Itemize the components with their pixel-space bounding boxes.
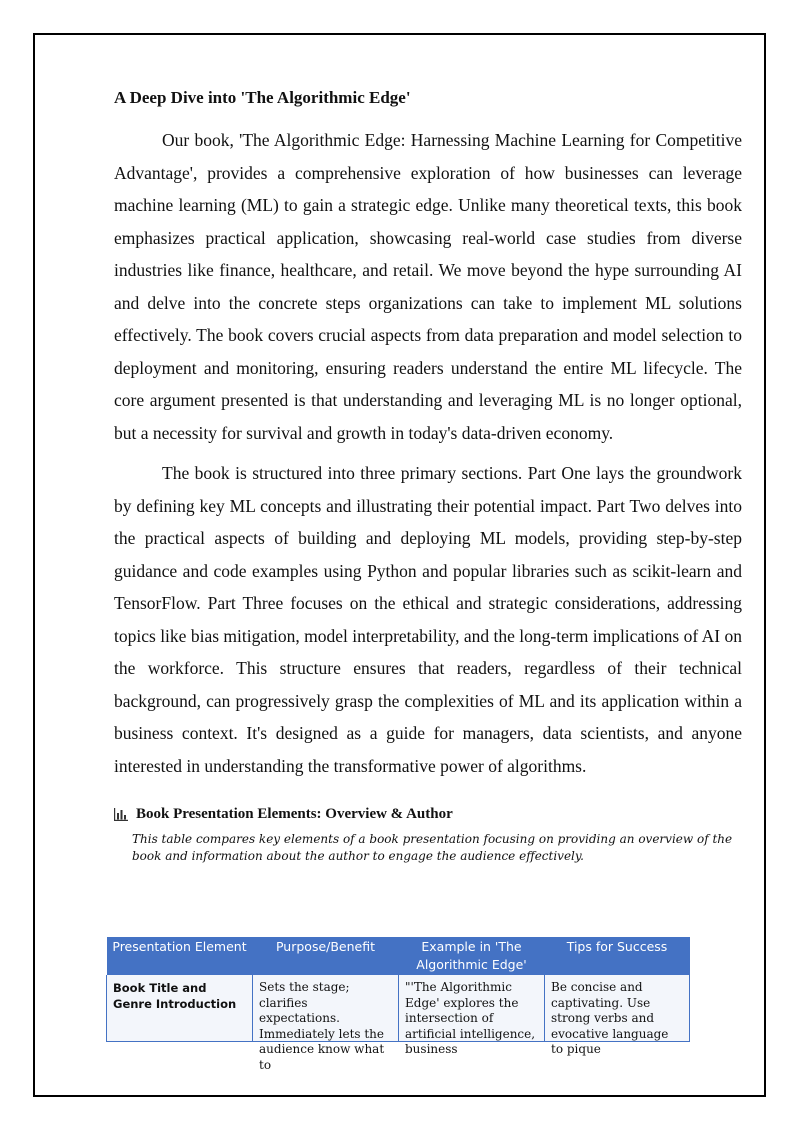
row-purpose-cell [253,975,399,1072]
document-body [114,84,742,865]
cell-text: Be concise and captivating. Use strong verbs and evocative language to pique [551,980,669,1056]
row-element-cell [107,975,253,1042]
column-header: Example in 'The Algorithmic Edge' [399,937,545,975]
document-title: A Deep Dive into 'The Algorithmic Edge' [114,88,411,107]
paragraph-overview: Our book, 'The Algorithmic Edge: Harnessing Machine Learning for Competitive Advantage', provides a comprehensive exploration of how businesses can leverage machine learning (ML) to gain a strategic edge. Unlike many theoretical texts, this book emphasizes practical application, showcasing real-world case studies from diverse industries like finance, healthcare, and retail. We move beyond the hype surrounding AI and delve into the concrete steps organizations can take to implement ML solutions effectively. The book covers crucial aspects from data preparation and model selection to deployment and monitoring, ensuring readers understand the entire ML lifecycle. The core argument presented is that understanding and leveraging ML is no longer optional, but a necessity for survival and growth in today's data-driven economy. [114,130,742,443]
table-header-row [107,937,690,975]
cell-text: Book Title and Genre Introduction [113,981,237,1011]
row-example-cell [399,975,545,1056]
presentation-elements-table [106,937,690,1072]
table-section-title: Book Presentation Elements: Overview & Author [136,806,453,822]
row-tips-cell [545,975,690,1056]
cell-text: Sets the stage; clarifies expectations. Immediately lets the audience know what to [259,980,385,1072]
column-header: Tips for Success [545,937,690,975]
column-header: Purpose/Benefit [253,937,399,975]
cell-text: "'The Algorithmic Edge' explores the intersection of artificial intelligence, business [405,980,536,1056]
column-header: Presentation Element [107,937,253,975]
paragraph-structure: The book is structured into three primary sections. Part One lays the groundwork by defining key ML concepts and illustrating their potential impact. Part Two delves into the practical aspects of building and deploying ML models, providing step-by-step guidance and code examples using Python and popular libraries such as scikit-learn and TensorFlow. Part Three focuses on the ethical and strategic considerations, addressing topics like bias mitigation, model interpretability, and the long-term implications of AI on the workforce. This structure ensures that readers, regardless of their technical background, can progressively grasp the complexities of ML and its application within a business context. It's designed as a guide for managers, data scientists, and anyone interested in understanding the transformative power of algorithms. [114,463,742,776]
bar-chart-icon [114,808,128,821]
table-row [107,975,690,1042]
table-section-heading [114,806,742,823]
table-caption: This table compares key elements of a book presentation focusing on providing an overview of the book and information about the author to engage the audience effectively. [132,832,733,863]
